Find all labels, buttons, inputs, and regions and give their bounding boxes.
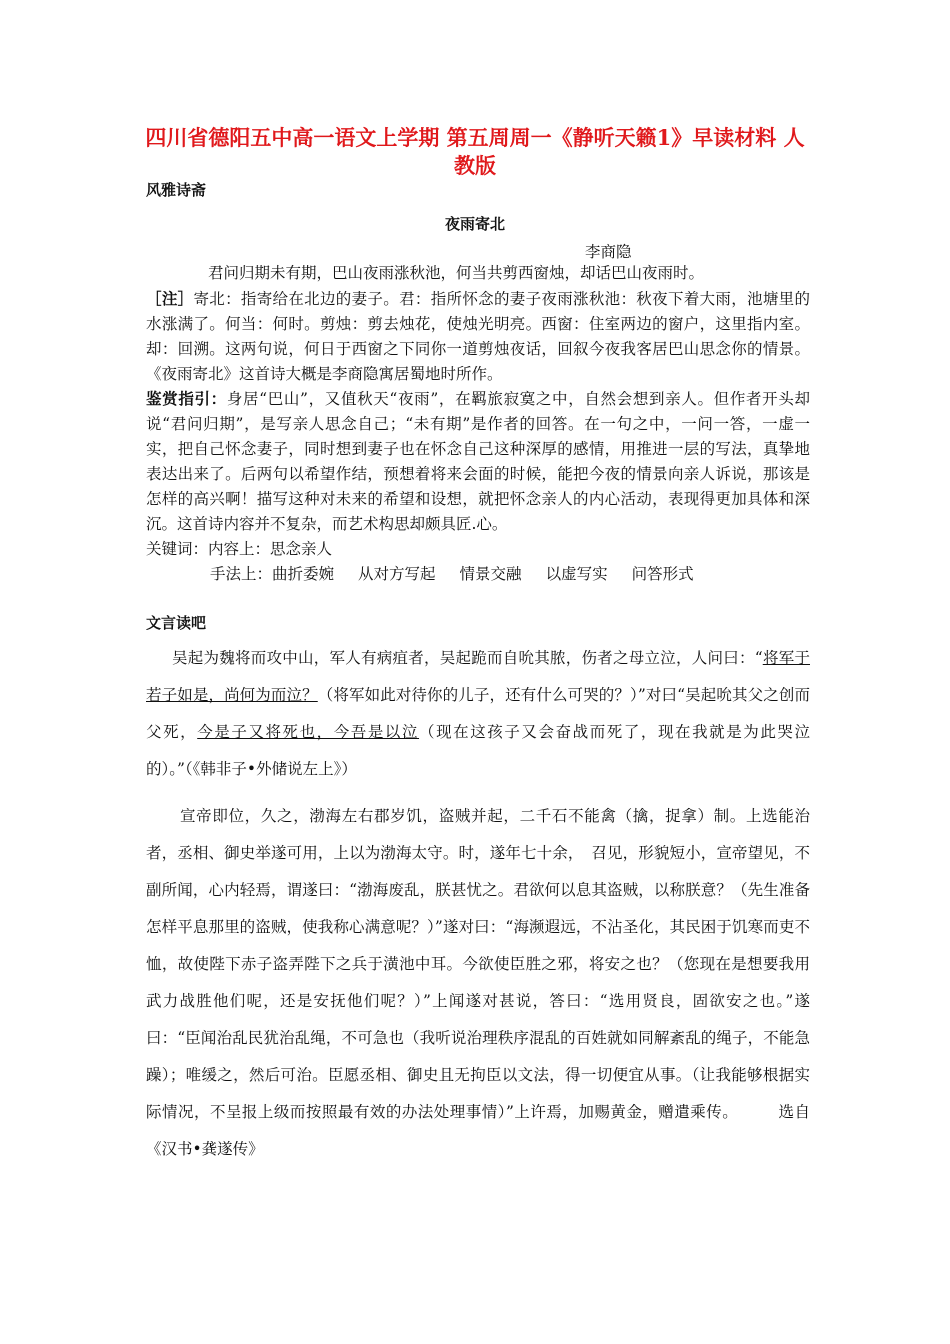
underlined-sentence: 将军于若子如是，尚何为而泣？ xyxy=(146,649,810,704)
notes-text: 寄北：指寄给在北边的妻子。君：指所怀念的妻子夜雨涨秋池：秋夜下着大雨，池塘里的水涨满了。何当：何时。剪烛：剪去烛花，使烛光明亮。西窗：住室两边的窗户，这里指内室。却：回溯。这两句说，何日于西窗之下同你一道剪烛夜话，回叙今夜我客居巴山思念你的情景。《夜雨寄北》这首诗大概是李商隐寓居蜀地时所作。 xyxy=(146,290,810,383)
quote-mark: “ xyxy=(754,649,763,667)
passage-paragraph xyxy=(146,640,810,788)
passage-paragraph xyxy=(146,798,810,1168)
appreciation-label: 鉴赏指引： xyxy=(146,389,227,408)
passage-text: （将军如此对待你的儿子，还有什么可哭的？）”对曰 xyxy=(317,686,678,704)
document-title: 四川省德阳五中高一语文上学期 第五周周一《静听天籁1》早读材料 人教版 xyxy=(145,125,805,178)
keywords-techniques xyxy=(210,562,694,584)
passage-text: “吴起吮其父之创而父死， xyxy=(146,686,810,741)
poem-text xyxy=(146,261,810,286)
appreciation-guide xyxy=(146,386,810,537)
technique-label: 手法上： xyxy=(210,565,273,583)
passage-gong-sui xyxy=(146,798,810,1168)
poem-title: 夜雨寄北 xyxy=(444,215,505,233)
technique-item: 情景交融 xyxy=(459,565,522,583)
keywords-content-value: 思念亲人 xyxy=(270,540,333,558)
passage-text: 吴起为魏将而攻中山，军人有病疽者，吴起跪而自吮其脓，伤者之母立泣，人问曰： xyxy=(172,649,755,667)
passage-source: 选自《汉书•龚遂传》 xyxy=(146,1103,810,1158)
passage-text: 宣帝即位，久之，渤海左右郡岁饥，盗贼并起，二千石不能禽（擒，捉拿）制。上选能治者，丞相、御史举遂可用，上以为渤海太守。时，遂年七十余， 召见，形貌短小，宣帝望见，不副所闻，心内轻焉，谓遂曰：“渤海废乱，朕甚忧之。君欲何以息其盗贼，以称朕意？（先生准备怎样平息那里的盗贼，使我称心满意呢？）”遂对曰：“海濒遐远，不沾圣化，其民困于饥寒而吏不恤，故使陛下赤子盗弄陛下之兵于潢池中耳。今欲使臣胜之邪，将安之也？（您现在是想要我用武力战胜他们呢，还是安抚他们呢？）”上闻遂对甚说，答曰：“选用贤良，固欲安之也。”遂曰：“臣闻治乱民犹治乱绳，不可急也（我听说治理秩序混乱的百姓就如同解紊乱的绳子，不能急躁）；唯缓之，然后可治。臣愿丞相、御史且无拘臣以文法，得一切便宜从事。（让我能够根据实际情况，不呈报上级而按照最有效的办法处理事情）”上许焉，加赐黄金，赠遣乘传。 xyxy=(146,807,810,1121)
technique-item: 问答形式 xyxy=(631,565,694,583)
passage-wu-qi xyxy=(146,640,810,788)
section-heading-poetry: 风雅诗斋 xyxy=(146,181,207,199)
technique-item: 从对方写起 xyxy=(358,565,436,583)
underlined-sentence: 今是子又将死也，今吾是以泣 xyxy=(197,723,420,741)
keywords-content xyxy=(146,537,332,559)
technique-item: 曲折委婉 xyxy=(272,565,335,583)
keywords-label: 关键词：内容上： xyxy=(146,540,271,558)
poem-notes xyxy=(146,286,810,387)
poem-line: 君问归期未有期，巴山夜雨涨秋池，何当共剪西窗烛，却话巴山夜雨时。 xyxy=(208,264,705,282)
section-heading-classical: 文言读吧 xyxy=(146,614,207,632)
technique-item: 以虚写实 xyxy=(545,565,608,583)
passage-text: （现在这孩子又会奋战而死了，现在我就是为此哭泣的）。”（《韩非子•外储说左上》） xyxy=(146,723,810,778)
notes-label: ［注］ xyxy=(146,289,194,308)
poem-author: 李商隐 xyxy=(585,243,632,261)
appreciation-text: 身居“巴山”，又值秋天“夜雨”，在羁旅寂寞之中，自然会想到亲人。但作者开头却说“君问归期”，是写亲人思念自己；“未有期”是作者的回答。在一句之中，一问一答，一虚一实，把自己怀念妻子，同时想到妻子也在怀念自己这种深厚的感情，用推进一层的写法，真挚地表达出来了。后两句以希望作结，预想着将来会面的时候，能把今夜的情景向亲人诉说，那该是怎样的高兴啊！描写这种对未来的希望和设想，就把怀念亲人的内心活动，表现得更加具体和深沉。这首诗内容并不复杂，而艺术构思却颇具匠.心。 xyxy=(146,390,810,533)
